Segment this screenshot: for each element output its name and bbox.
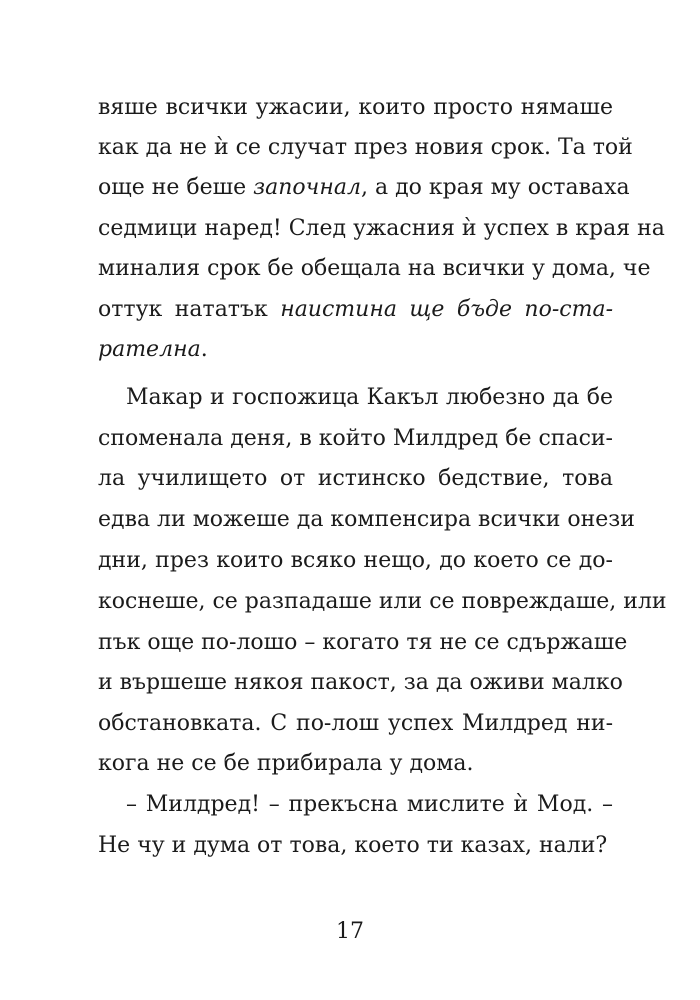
italic-text-run: наистина ще бъде по-ста- xyxy=(280,297,613,322)
text-run: Макар и госпожица Какъл любезно да бе xyxy=(126,385,613,410)
text-line xyxy=(98,704,613,744)
text-line xyxy=(126,785,613,825)
text-line xyxy=(98,459,613,499)
text-line xyxy=(98,826,613,866)
italic-text-run: започнал xyxy=(253,175,361,200)
text-line xyxy=(98,419,613,459)
text-line xyxy=(98,128,633,168)
page-number: 17 xyxy=(336,919,364,944)
text-run: миналия срок бе обещала на всички у дома, че xyxy=(98,256,651,281)
text-run: обстановката. С по-лош успех Милдред ни- xyxy=(98,711,613,736)
text-line xyxy=(98,582,667,622)
text-line xyxy=(98,500,635,540)
italic-text-run: рателна xyxy=(98,337,201,362)
text-line xyxy=(98,330,613,370)
text-run: , а до края му оставаха xyxy=(360,175,630,200)
text-line xyxy=(98,541,613,581)
text-line xyxy=(98,209,665,249)
text-run: седмици наред! След ужасния ѝ успех в края на xyxy=(98,216,665,241)
page-text xyxy=(98,88,667,908)
text-line xyxy=(98,290,613,330)
text-run: вяше всички ужасии, които просто нямаше xyxy=(98,95,613,120)
text-run: едва ли можеше да компенсира всички онези xyxy=(98,507,635,532)
text-run: дни, през които всяко нещо, до което се до- xyxy=(98,548,613,573)
text-run: споменала деня, в който Милдред бе спаси- xyxy=(98,426,613,451)
text-run: – Милдред! – прекъсна мислите ѝ Мод. – xyxy=(126,792,613,817)
text-line xyxy=(98,88,613,128)
text-run: кога не се бе прибирала у дома. xyxy=(98,751,474,776)
text-run: още не беше xyxy=(98,175,254,200)
text-run: . xyxy=(200,337,208,362)
text-line xyxy=(98,744,613,784)
text-run: как да не ѝ се случат през новия срок. Та той xyxy=(98,135,633,160)
text-run: Не чу и дума от това, което ти казах, нали? xyxy=(98,833,608,858)
text-run: ла училището от истинско бедствие, това xyxy=(98,466,613,491)
text-line xyxy=(126,378,613,418)
text-run: пък още по-лошо – когато тя не се сдържаше xyxy=(98,630,628,655)
text-run: коснеше, се разпадаше или се повреждаше, или xyxy=(98,589,667,614)
text-line xyxy=(98,168,630,208)
text-line xyxy=(98,249,651,289)
text-line xyxy=(98,663,623,703)
text-line xyxy=(98,623,628,663)
text-run: и вършеше някоя пакост, за да оживи малко xyxy=(98,670,623,695)
text-run: оттук нататък xyxy=(98,297,281,322)
